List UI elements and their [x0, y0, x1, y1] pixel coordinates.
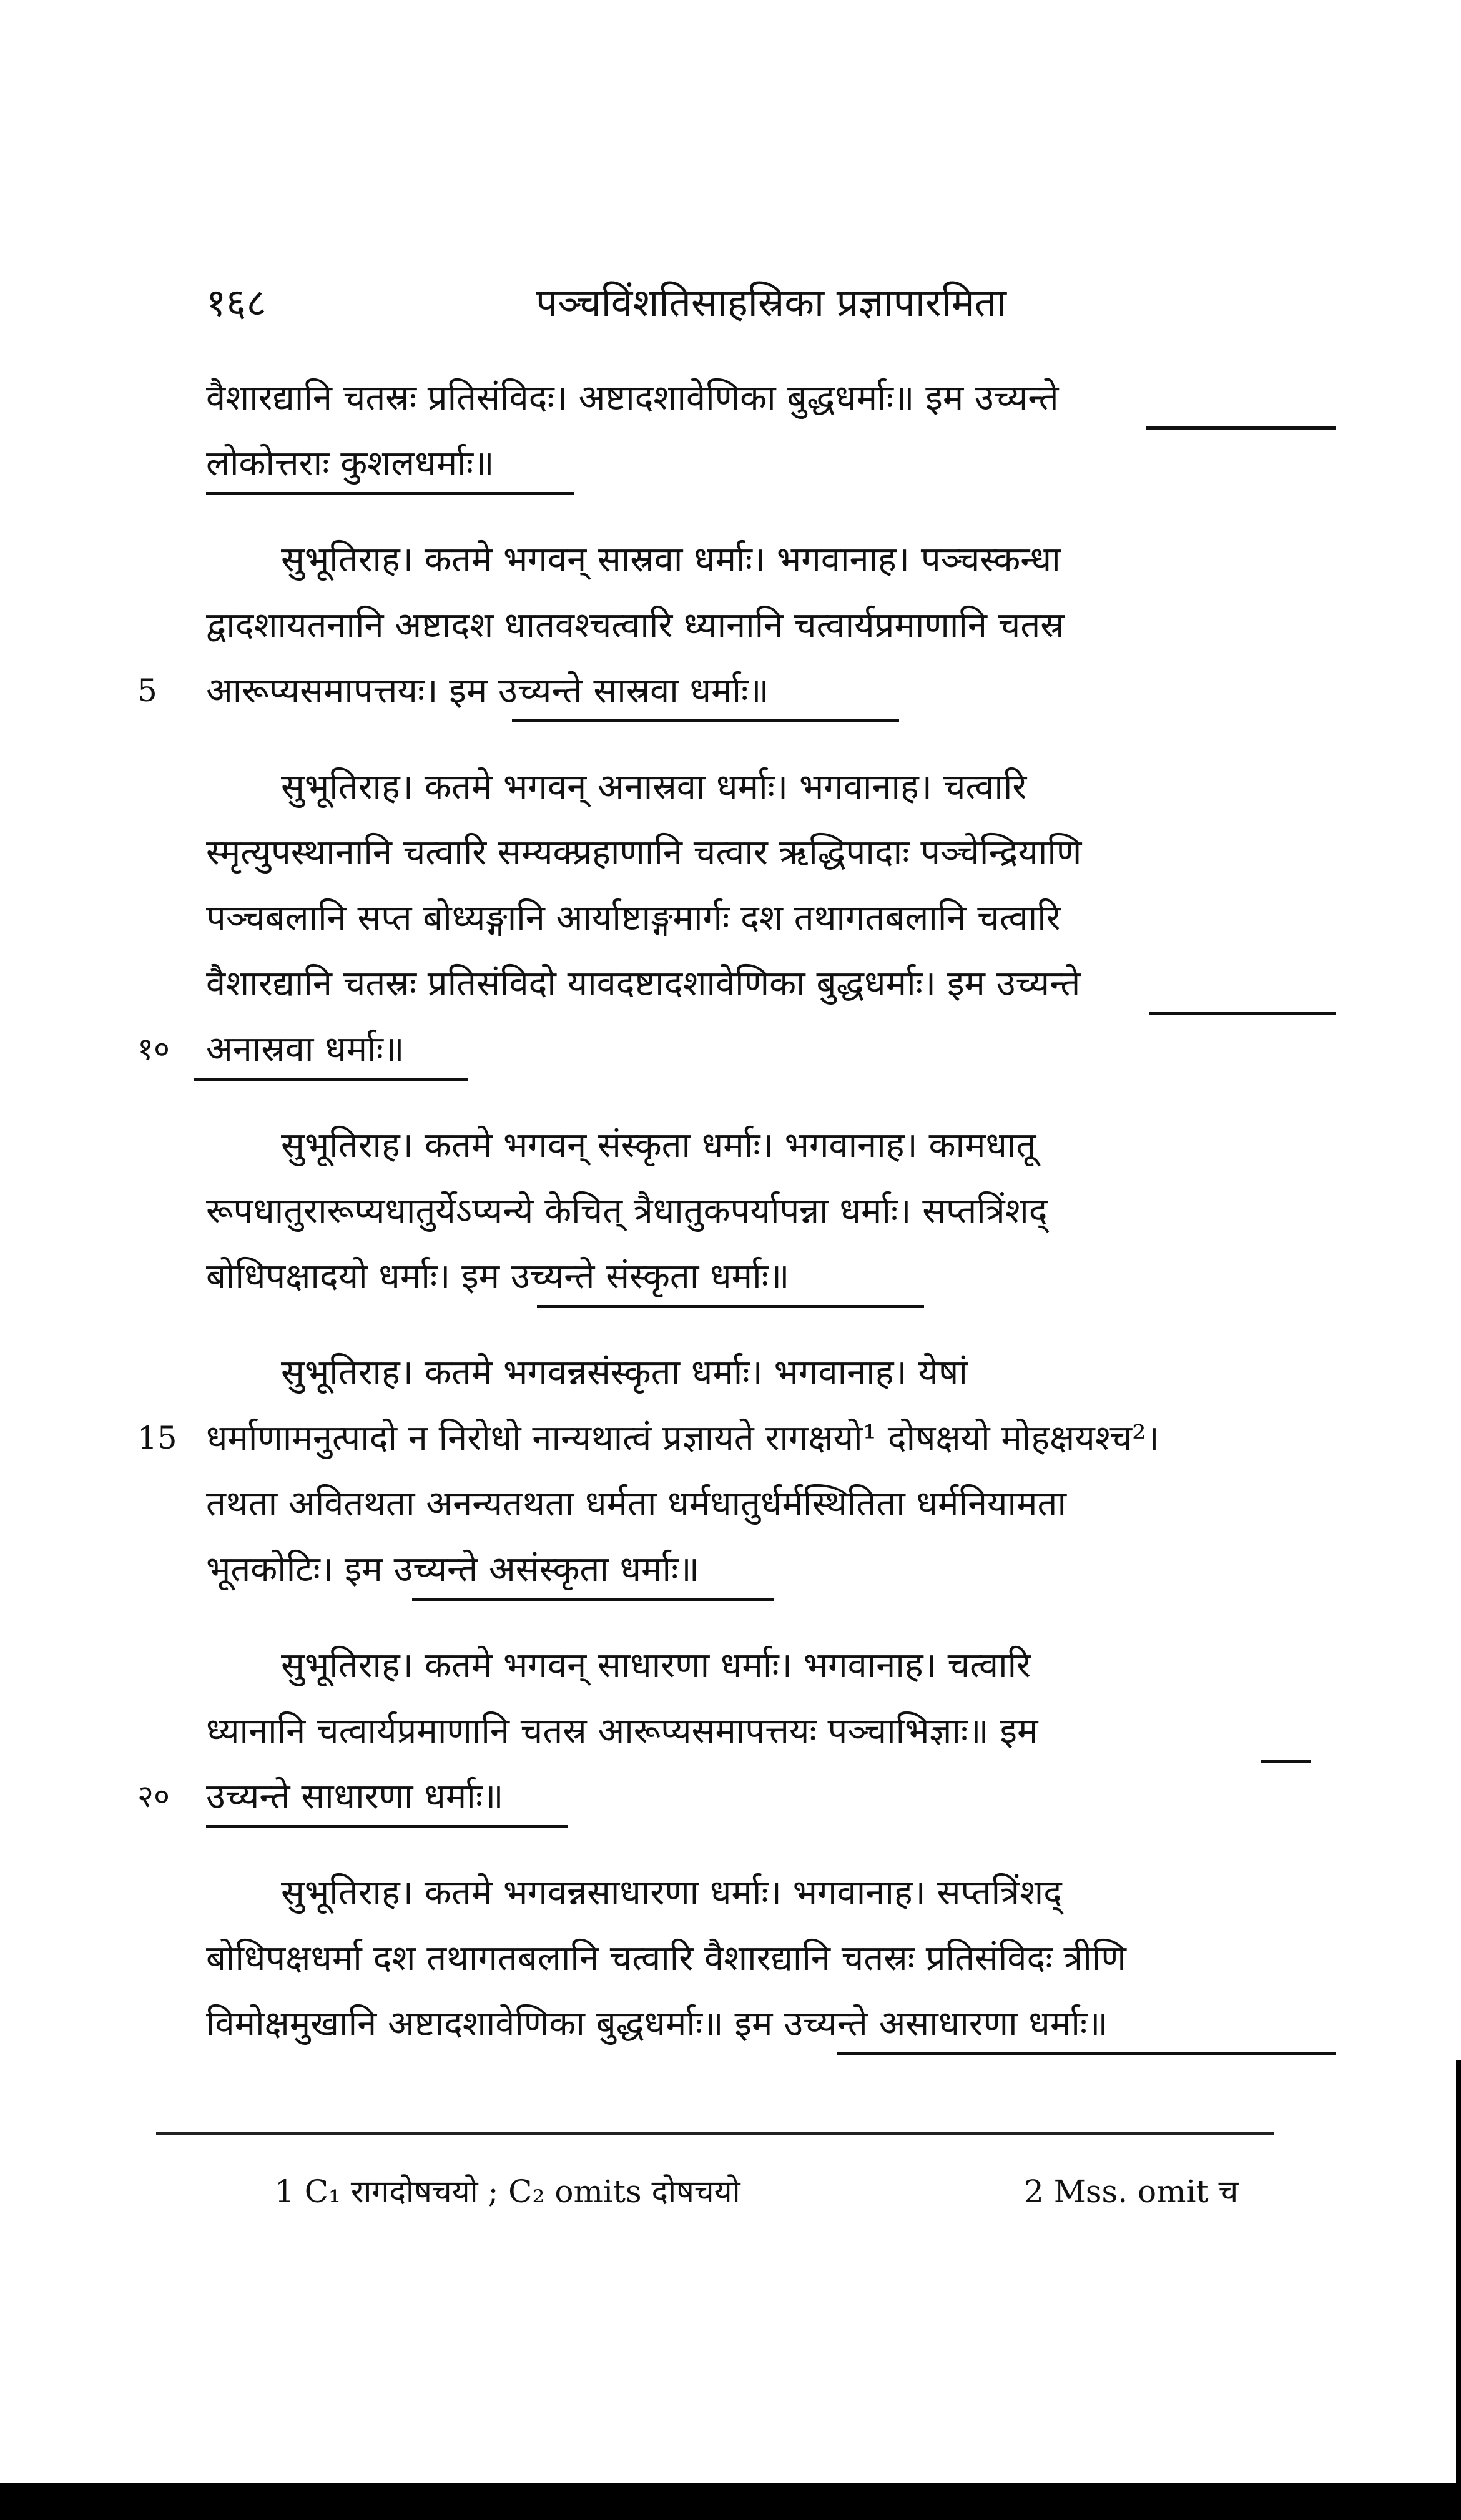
text-line: सुभूतिराह। कतमे भगवन्नसाधारणा धर्माः। भगवानाह। सप्तत्रिंशद्: [281, 1873, 1062, 1913]
paragraph-4: [206, 1113, 1336, 1309]
underline: [1149, 1012, 1336, 1015]
footnotes: [275, 2163, 1311, 2220]
text-line: २० उच्यन्ते साधारणा धर्माः॥: [206, 1764, 1336, 1829]
line-number: २०: [137, 1778, 170, 1814]
paragraph-7: [206, 1860, 1336, 2057]
text-line: सुभूतिराह। कतमे भगवन् सास्रवा धर्माः। भगवानाह। पञ्चस्कन्धा: [281, 539, 1061, 580]
page-number: १६८: [206, 280, 267, 325]
paragraph-5: [137, 1340, 1336, 1602]
text-line: १० अनास्रवा धर्माः॥: [206, 1016, 1336, 1082]
text-line: 5 आरूप्यसमापत्तयः। इम उच्यन्ते सास्रवा धर्माः॥: [206, 658, 1336, 724]
underline: [206, 1825, 568, 1828]
text-line: वैशारद्यानि चतस्रः प्रतिसंविदो यावदष्टादशावेणिका बुद्धधर्माः। इम उच्यन्ते: [206, 963, 1081, 1004]
paragraph-6: [137, 1633, 1336, 1829]
running-title: पञ्चविंशतिसाहस्रिका प्रज्ञापारमिता: [536, 280, 1006, 325]
underline: [512, 719, 899, 722]
underline: [206, 492, 574, 495]
paragraph-1: [206, 365, 1336, 496]
text-line: बोधिपक्षादयो धर्माः। इम उच्यन्ते संस्कृता धर्माः॥: [206, 1256, 790, 1297]
underline: [1146, 426, 1336, 430]
footnote-1: 1 C₁ रागदोषचयो ; C₂ omits दोषचयो: [275, 2173, 740, 2210]
line-number: १०: [137, 1031, 170, 1067]
paragraph-2: [137, 527, 1336, 724]
line-number: 15: [137, 1420, 177, 1456]
text-line: विमोक्षमुखानि अष्टादशावेणिका बुद्धधर्माः॥ इम उच्यन्ते असाधारणा धर्माः॥: [206, 2004, 1108, 2044]
line-number: 5: [137, 672, 157, 709]
text-line: लोकोत्तराः कुशलधर्माः॥: [206, 443, 494, 484]
text-line: 15 धर्माणामनुत्पादो न निरोधो नान्यथात्वं प्रज्ञायते रागक्षयो¹ दोषक्षयो मोहक्षयश्च²।: [206, 1405, 1336, 1471]
underline: [537, 1305, 924, 1308]
underline: [412, 1598, 774, 1601]
text-line: तथता अवितथता अनन्यतथता धर्मता धर्मधातुर्धर्मस्थितिता धर्मनियामता: [206, 1484, 1066, 1524]
body-text: [137, 365, 1336, 2087]
text-line: वैशारद्यानि चतस्रः प्रतिसंविदः। अष्टादशावेणिका बुद्धधर्माः॥ इम उच्यन्ते: [206, 378, 1059, 418]
text-line: स्मृत्युपस्थानानि चत्वारि सम्यक्प्रहाणानि चत्वार ऋद्धिपादाः पञ्चेन्द्रियाणि: [206, 832, 1082, 873]
text-line: भूतकोटिः। इम उच्यन्ते असंस्कृता धर्माः॥: [206, 1549, 699, 1590]
text-line: सुभूतिराह। कतमे भगवन् अनास्रवा धर्माः। भगवानाह। चत्वारि: [281, 767, 1027, 807]
text-line: बोधिपक्षधर्मा दश तथागतबलानि चत्वारि वैशारद्यानि चतस्रः प्रतिसंविदः त्रीणि: [206, 1938, 1126, 1979]
text-line: रूपधातुरारूप्यधातुर्येऽप्यन्ये केचित् त्रैधातुकपर्यापन्ना धर्माः। सप्तत्रिंशद्: [206, 1191, 1048, 1231]
underline: [194, 1078, 468, 1081]
page-header: [206, 268, 1336, 337]
scan-edge-shadow: [1456, 2060, 1461, 2498]
text-line: सुभूतिराह। कतमे भगवन् साधारणा धर्माः। भगवानाह। चत्वारि: [281, 1645, 1031, 1686]
text-line: पञ्चबलानि सप्त बोध्यङ्गानि आर्याष्टाङ्गमार्गः दश तथागतबलानि चत्वारि: [206, 898, 1061, 938]
text-line: ध्यानानि चत्वार्यप्रमाणानि चतस्र आरूप्यसमापत्तयः पञ्चाभिज्ञाः॥ इम: [206, 1711, 1038, 1751]
paragraph-3: [137, 754, 1336, 1082]
text-line: सुभूतिराह। कतमे भगवन्नसंस्कृता धर्माः। भगवानाह। येषां: [281, 1352, 968, 1393]
text-line: सुभूतिराह। कतमे भगवन् संस्कृता धर्माः। भगवानाह। कामधातू: [281, 1125, 1036, 1166]
underline: [1261, 1760, 1311, 1763]
footnote-2: 2 Mss. omit च: [1024, 2173, 1239, 2210]
footnote-rule: [156, 2132, 1274, 2135]
scan-bottom-border: [0, 2483, 1461, 2520]
text-line: द्वादशायतनानि अष्टादश धातवश्चत्वारि ध्यानानि चत्वार्यप्रमाणानि चतस्र: [206, 605, 1065, 646]
underline: [837, 2052, 1336, 2055]
